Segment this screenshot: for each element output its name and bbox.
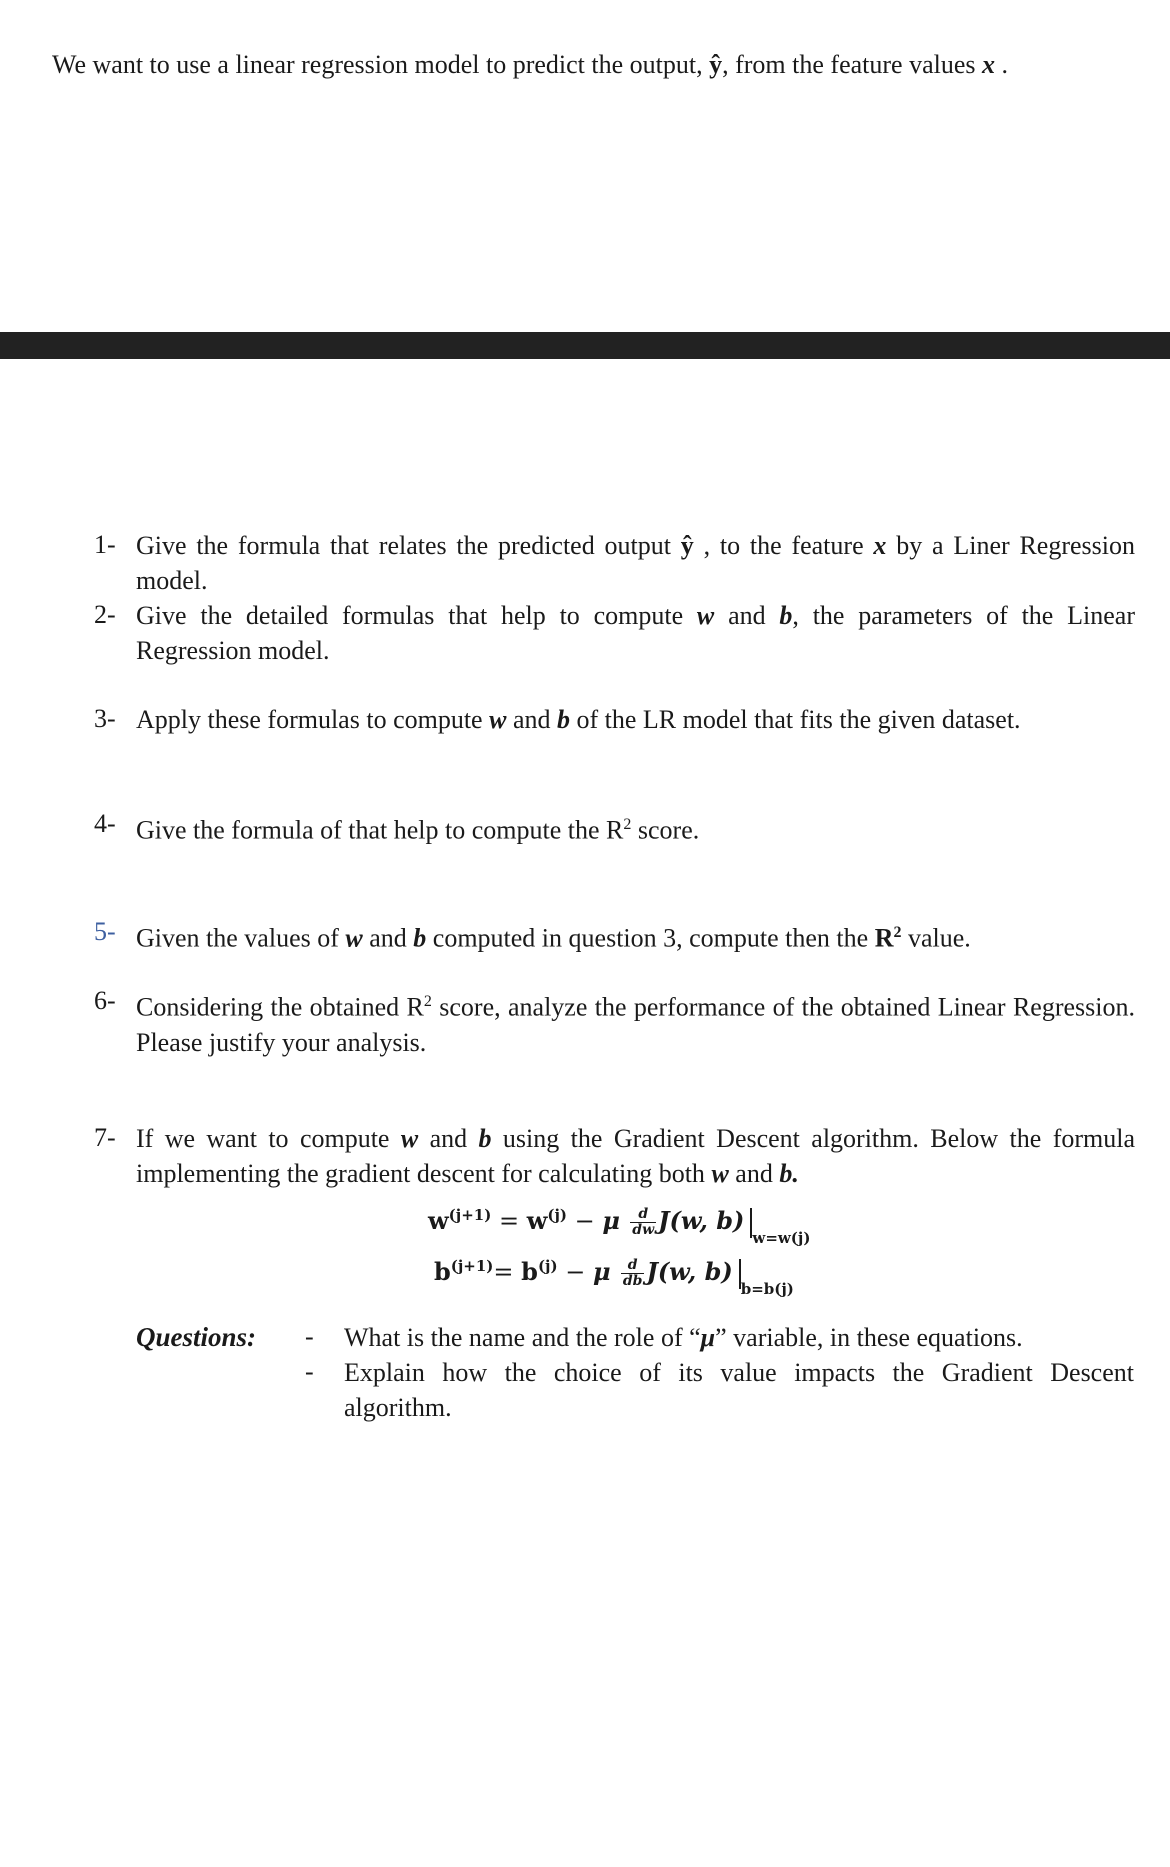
bullet-dash: - xyxy=(305,1322,314,1351)
intro-part: , from the feature values xyxy=(722,50,982,79)
question-number: 5- xyxy=(94,917,116,946)
question-number: 4- xyxy=(94,809,116,838)
derivative-dw: $\frac{d}{dw}$ xyxy=(632,1206,655,1238)
question-4: Give the formula of that help to compute the $R^2$ score. xyxy=(136,815,700,845)
question-number: 1- xyxy=(94,530,116,559)
question-6: Considering the obtained $R^2$ score, analyze the performance of the obtained Linear Regression. Please justify your analysis. xyxy=(136,992,1135,1057)
question-7: If we want to compute w and b using the Gradient Descent algorithm. Below the formula implementing the gradient descent for calculating both w and b. xyxy=(136,1124,1135,1188)
intro-text xyxy=(52,50,1008,80)
equation-w-update: $w^{(j+1)} = w^{(j)} - \mu$ $\frac{d}{dw}$ J(w, $b)_{w=w(j)}$ xyxy=(428,1206,811,1247)
questions-label: Questions: xyxy=(136,1322,257,1352)
derivative-db: $\frac{d}{db}$ xyxy=(622,1257,643,1289)
question-3: Apply these formulas to compute w and b of the LR model that fits the given dataset. xyxy=(136,705,1021,734)
question-number: 2- xyxy=(94,600,116,629)
question-number: 6- xyxy=(94,986,116,1015)
question-2: Give the detailed formulas that help to compute w and b, the parameters of the Linear Regression model. xyxy=(136,601,1135,665)
sub-question-2: Explain how the choice of its value impacts the Gradient Descent algorithm. xyxy=(344,1358,1134,1422)
redaction-bar xyxy=(0,332,1170,359)
x-symbol: x xyxy=(982,50,995,79)
sub-question-1: What is the name and the role of “μ” variable, in these equations. xyxy=(344,1323,1023,1352)
intro-part: We want to use a linear regression model to predict the output, xyxy=(52,50,710,79)
question-number: 3- xyxy=(94,704,116,733)
bullet-dash: - xyxy=(305,1357,314,1386)
question-number: 7- xyxy=(94,1123,116,1152)
question-5: Given the values of w and b computed in question 3, compute then the $R^2$ value. xyxy=(136,923,971,953)
y-hat-symbol: ŷ xyxy=(709,50,723,79)
question-1: Give the formula that relates the predicted output ŷ , to the feature x by a Liner Regression model. xyxy=(136,531,1136,595)
intro-part: . xyxy=(995,50,1008,79)
equation-b-update: $b^{(j+1)}= b^{(j)} - \mu$ $\frac{d}{db}$ J(w, $b)_{b=b(j)}$ xyxy=(434,1257,794,1298)
